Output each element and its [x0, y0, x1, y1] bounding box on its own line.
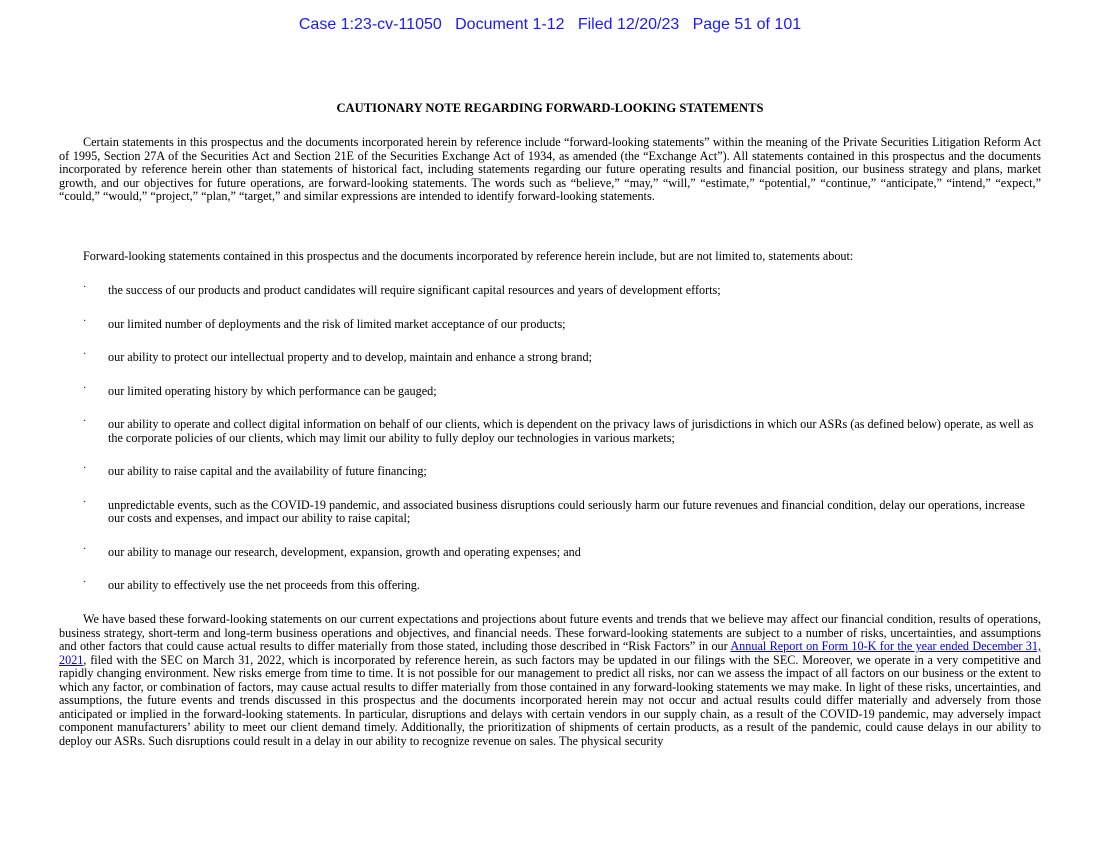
list-item: [59, 382, 1041, 399]
intro-paragraph: Certain statements in this prospectus and the documents incorporated herein by reference include “forward-looking statements” within the meaning of the Private Securities Litigation Reform Act of 1995, Section 27A of the Securities Act and Section 21E of the Securities Exchange Act of 1934, as amended (the “Exchange Act”). All statements contained in this prospectus and the documents incorporated by reference herein other than statements of historical fact, including statements regarding our future operating results and financial position, our business strategy and plans, market growth, and our objectives for future operations, are forward-looking statements. The words such as “believe,” “may,” “will,” “estimate,” “potential,” “continue,” “anticipate,” “intend,” “expect,” “could,” “would,” “project,” “plan,” “target,” and similar expressions are intended to identify forward-looking statements.: [59, 135, 1041, 203]
bullet-mark: ·: [83, 577, 87, 588]
annual-report-link[interactable]: Annual Report on Form 10-K for the year ended December 31, 2021: [59, 639, 1041, 667]
section-heading: CAUTIONARY NOTE REGARDING FORWARD-LOOKING STATEMENTS: [336, 101, 764, 115]
list-item-text: our ability to effectively use the net proceeds from this offering.: [108, 578, 420, 592]
list-item-text: our ability to operate and collect digital information on behalf of our clients, which is dependent on the privacy laws of jurisdictions in which our ASRs (as defined below) operate, as well as the corporate policies of our clients, which may limit our ability to fully deploy our technologies in various markets;: [108, 417, 1034, 445]
list-item-text: our ability to raise capital and the availability of future financing;: [108, 464, 427, 478]
list-item: [59, 496, 1041, 526]
bullet-mark: ·: [83, 349, 87, 360]
list-item-text: our limited operating history by which performance can be gauged;: [108, 383, 437, 398]
list-item: [59, 284, 1041, 298]
court-filing-header-stamp: Case 1:23-cv-11050 Document 1-12 Filed 12/20/23 Page 51 of 101: [298, 16, 802, 33]
list-item-text: our ability to manage our research, development, expansion, growth and operating expenses; and: [108, 544, 581, 559]
list-item: [59, 465, 1041, 479]
forward-looking-statements-list: [59, 284, 1041, 613]
paragraph-text-after-link: , filed with the SEC on March 31, 2022, which is incorporated by reference herein, as such factors may be updated in our filings with the SEC. Moreover, we operate in a very competitive and rapidly changing environment. New risks emerge from time to time. It is not possible for our management to predict all risks, nor can we assess the impact of all factors on our business or the extent to which any factor, or combination of factors, may cause actual results to differ materially from those contained in any forward-looking statements we may make. In light of these risks, uncertainties, and assumptions, the future events and trends discussed in this prospectus and the documents incorporated herein may not occur and actual results could differ materially and adversely from those anticipated or implied in the forward-looking statements. In particular, disruptions and delays with certain vendors in our supply chain, as a result of the COVID-19 pandemic, may adversely impact component manufacturers’ ability to meet our client demand timely. Additionally, the prioritization of shipments of certain products, as a result of the pandemic, could cause delays in our ability to deploy our ASRs. Such disruptions could result in a delay in our ability to recognize revenue on sales. The physical security: [59, 652, 1041, 748]
bullet-mark: ·: [83, 315, 87, 327]
list-item: [59, 351, 1041, 365]
bullet-mark: ·: [83, 496, 87, 508]
list-item-text: the success of our products and product candidates will require significant capital resources and years of development efforts;: [108, 283, 721, 297]
bullet-mark: ·: [83, 463, 87, 474]
bullet-mark: ·: [83, 382, 87, 394]
bullet-mark: ·: [83, 282, 87, 293]
list-item: [59, 315, 1041, 332]
bullet-mark: ·: [83, 416, 87, 427]
bullet-mark: ·: [83, 543, 87, 555]
risk-factors-paragraph: [59, 613, 1041, 748]
list-item: [59, 543, 1041, 560]
list-item: [59, 418, 1041, 445]
list-item: [59, 579, 1041, 593]
list-intro-paragraph: Forward-looking statements contained in this prospectus and the documents incorporated by reference herein include, but are not limited to, statements about:: [83, 249, 854, 263]
paragraph-text-before-link: We have based these forward-looking statements on our current expectations and projections about future events and trends that we believe may affect our financial condition, results of operations, business strategy, short-term and long-term business operations and objectives, and financial needs. These forward-looking statements are subject to a number of risks, uncertainties, and assumptions and other factors that could cause actual results to differ materially from those stated, including those described in “Risk Factors” in our: [59, 612, 1041, 653]
list-item-text: our ability to protect our intellectual property and to develop, maintain and enhance a strong brand;: [108, 350, 592, 364]
list-item-text: our limited number of deployments and the risk of limited market acceptance of our products;: [108, 316, 566, 331]
list-item-text: unpredictable events, such as the COVID-19 pandemic, and associated business disruptions could seriously harm our future revenues and financial condition, delay our operations, increase our costs and expenses, and impact our ability to raise capital;: [108, 497, 1025, 525]
